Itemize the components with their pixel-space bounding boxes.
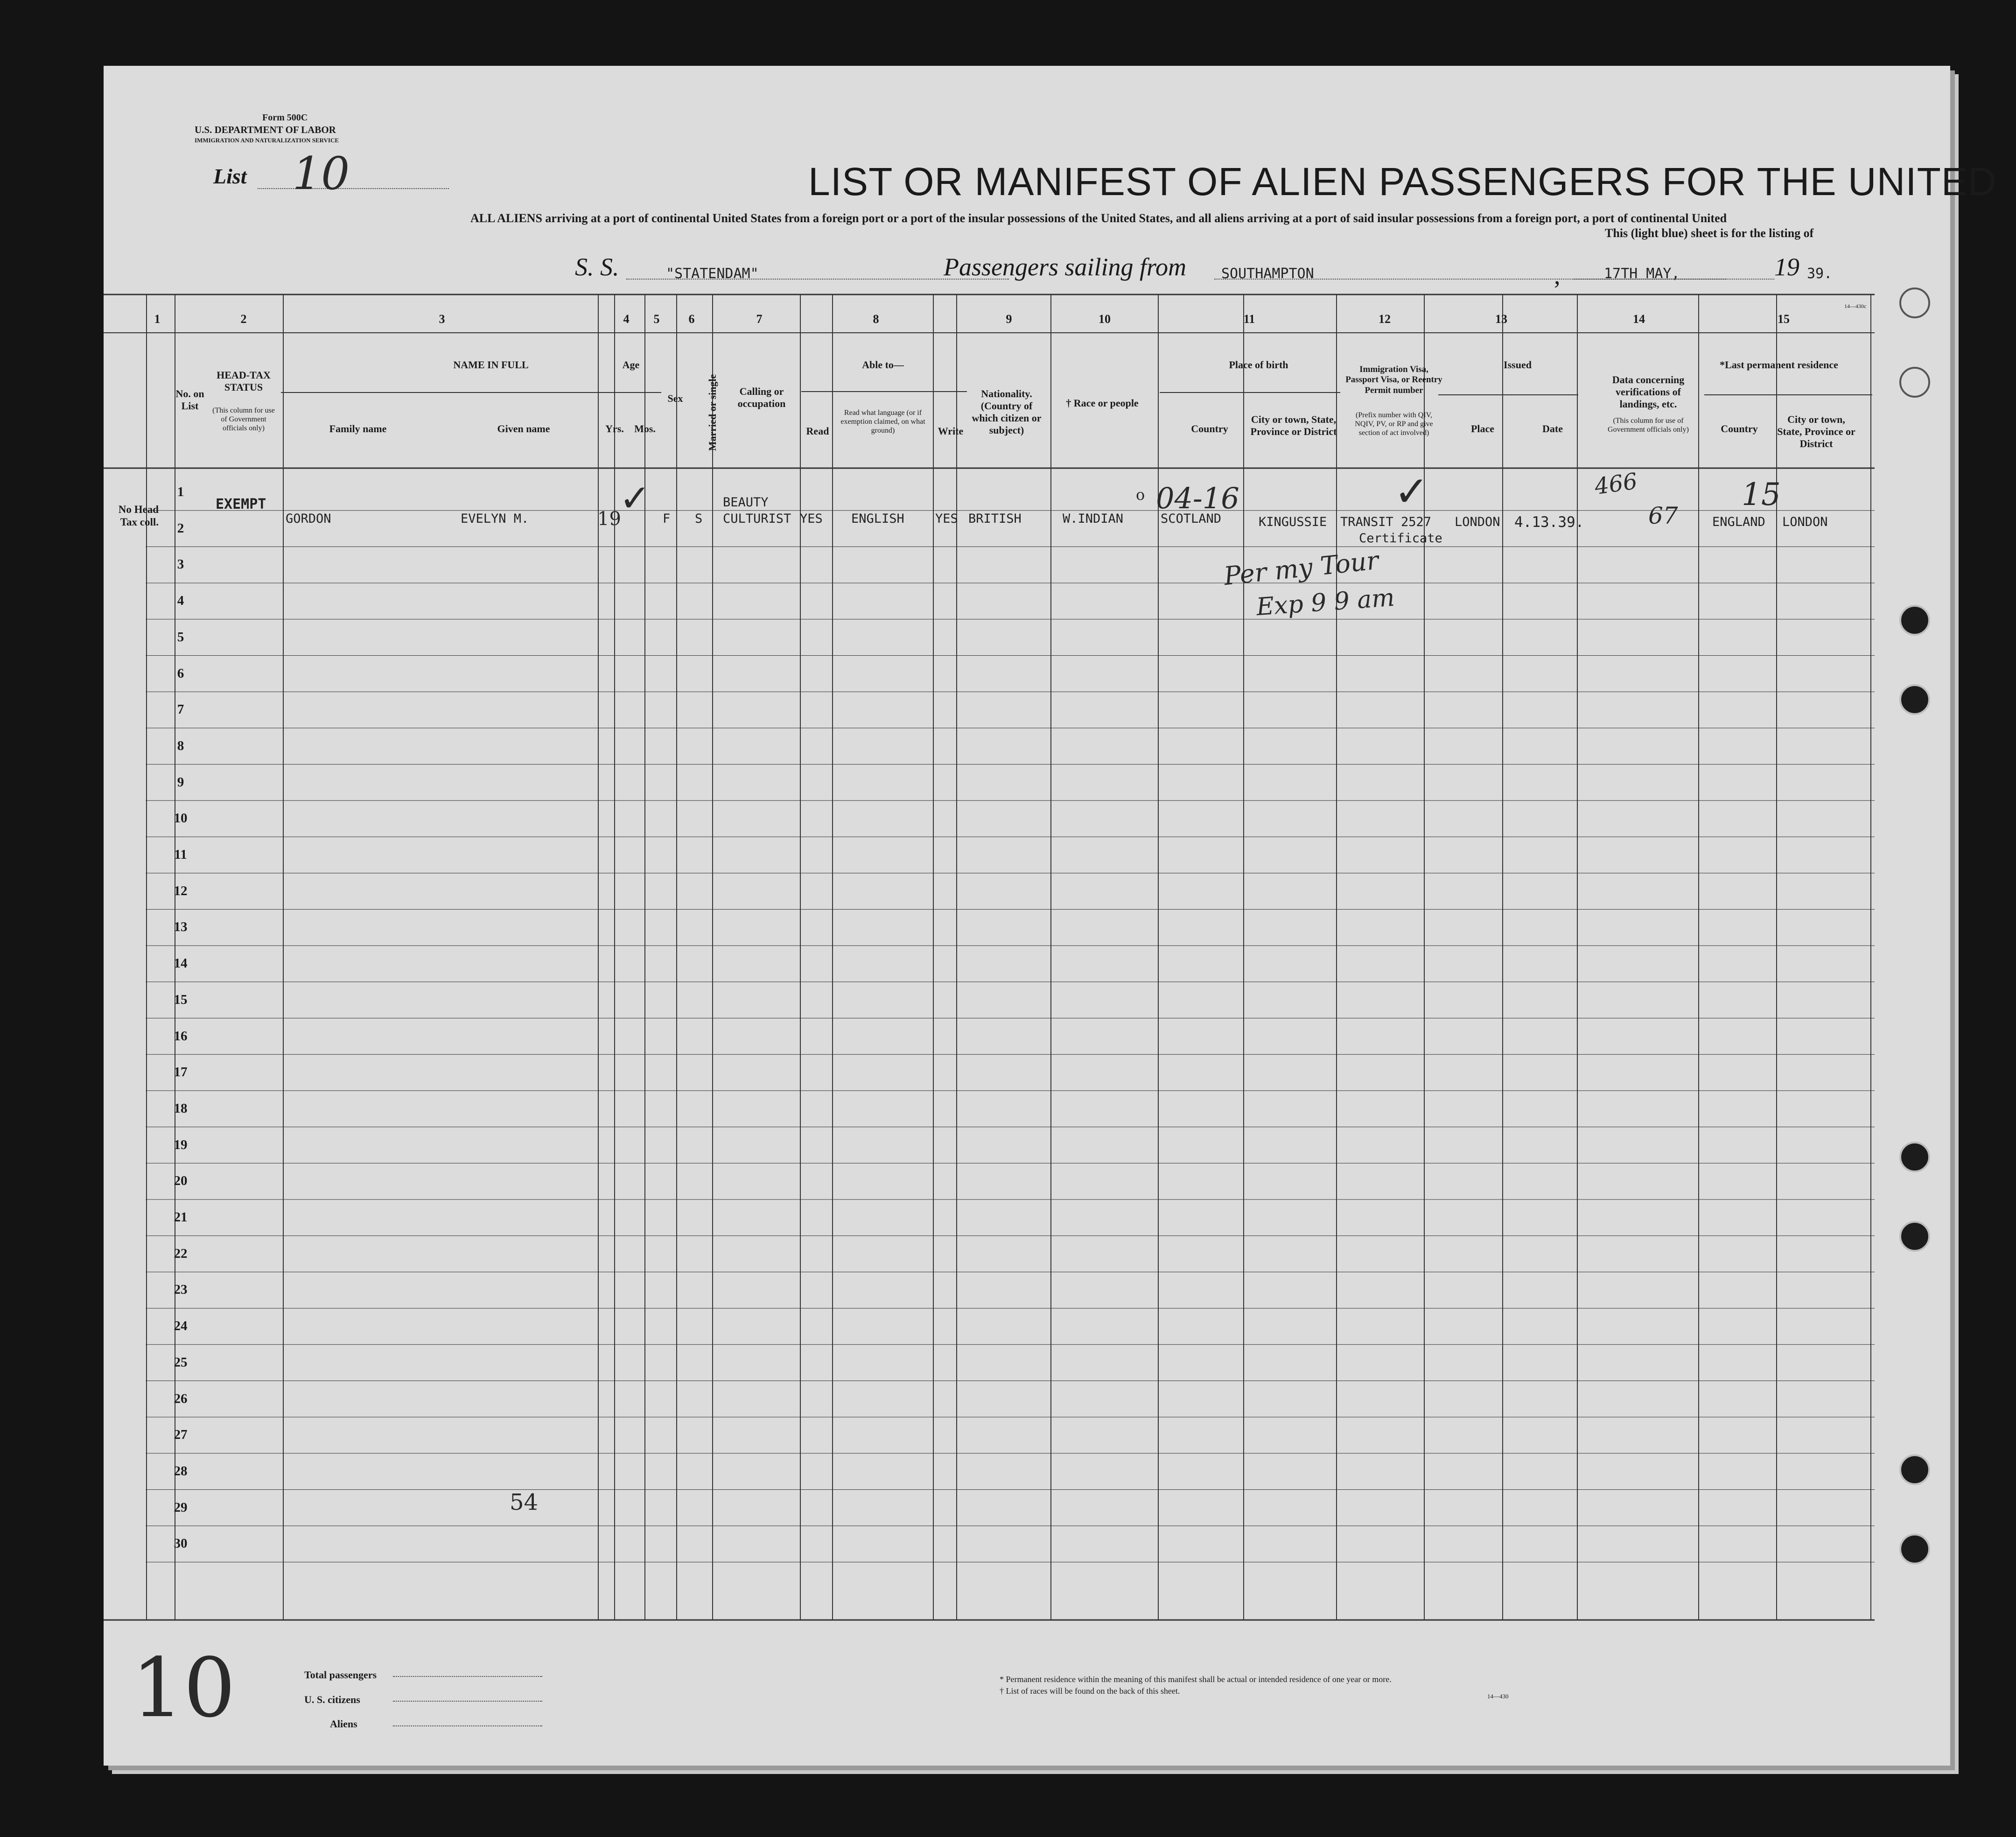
header-lr-country: Country	[1721, 423, 1758, 435]
column-number: 2	[240, 312, 247, 326]
passenger-head-tax: EXEMPT	[216, 496, 266, 512]
row-number: 20	[174, 1173, 188, 1189]
header-visa-note: (Prefix number with QIV, NQIV, PV, or RP and give section of act involved)	[1355, 411, 1433, 437]
page-title: LIST OR MANIFEST OF ALIEN PASSENGERS FOR THE UNITED	[808, 160, 1997, 203]
header-head-tax: HEAD-TAX STATUS	[217, 369, 271, 393]
header-read-what: Read what language (or if exemption claimed, on what ground)	[840, 409, 925, 435]
column-number: 3	[439, 312, 445, 326]
binder-hole-7	[1899, 1454, 1930, 1485]
list-label: List	[213, 164, 247, 188]
row-number: 5	[177, 629, 184, 645]
footer-total-line	[393, 1676, 542, 1677]
column-number: 11	[1243, 312, 1255, 326]
footer-citizens-line	[393, 1701, 542, 1702]
header-given-name: Given name	[497, 423, 550, 435]
header-issued-date: Date	[1542, 423, 1563, 435]
column-number: 14	[1633, 312, 1645, 326]
row-number: 29	[174, 1500, 188, 1515]
year-suffix: 39.	[1807, 266, 1833, 282]
column-number: 1	[154, 312, 161, 326]
subtitle-line2: This (light blue) sheet is for the listing of	[1605, 226, 1814, 240]
row-number: 26	[174, 1391, 188, 1406]
column-number: 12	[1379, 312, 1391, 326]
margin-note-line1: No Head	[118, 504, 159, 515]
handwritten-residence-note: 15	[1742, 477, 1781, 512]
column-number: 15	[1778, 312, 1790, 326]
row-number: 22	[174, 1246, 188, 1261]
header-write: Write	[938, 425, 964, 437]
row-number: 14	[174, 956, 188, 971]
header-last-residence: *Last permanent residence	[1720, 359, 1838, 371]
subtitle-line1: ALL ALIENS arriving at a port of continental United States from a foreign port or a port of the insular possessions of the United States, and all aliens arriving at a port of said insular possessions from a foreign port, a port of continental United	[470, 211, 1727, 225]
binder-hole-3	[1899, 605, 1930, 636]
row-number: 23	[174, 1282, 188, 1297]
row-number: 15	[174, 992, 188, 1007]
column-number: 9	[1006, 312, 1012, 326]
column-number: 6	[688, 312, 695, 326]
handwritten-verification-2: 67	[1648, 502, 1678, 529]
race-mark: o	[1136, 486, 1145, 504]
passenger-visa-1: TRANSIT 2527	[1340, 515, 1432, 529]
binder-hole-6	[1899, 1221, 1930, 1252]
list-number: 10	[293, 147, 350, 200]
row-number: 19	[174, 1137, 188, 1152]
header-no-on-list: No. on List	[175, 388, 204, 412]
header-verification-note: (This column for use of Government officials only)	[1608, 417, 1689, 434]
ship-name: "STATENDAM"	[666, 266, 759, 282]
passenger-pob-city: KINGUSSIE	[1259, 515, 1327, 529]
row-number: 16	[174, 1028, 188, 1044]
passenger-age-mos: ✓	[619, 477, 651, 520]
header-sex: Sex	[667, 393, 683, 404]
passenger-issued-place: LONDON	[1455, 515, 1500, 529]
margin-note-line2: Tax coll.	[120, 516, 159, 528]
column-number: 10	[1099, 312, 1111, 326]
passenger-visa-2: Certificate	[1359, 531, 1442, 546]
passenger-married: S	[695, 512, 703, 526]
passenger-calling-1: BEAUTY	[723, 495, 769, 510]
footer-aliens-line	[393, 1725, 542, 1726]
year-prefix: 19	[1774, 253, 1799, 281]
header-calling: Calling or occupation	[737, 386, 786, 409]
handwritten-verification-1: 466	[1593, 468, 1639, 500]
visa-check: ✓	[1394, 467, 1429, 516]
header-verification: Data concerning verifications of landings, etc.	[1612, 374, 1685, 410]
passenger-lr-city: LONDON	[1782, 515, 1828, 529]
header-pob-city: City or town, State, Province or District	[1250, 414, 1337, 437]
header-age-yrs: Yrs.	[605, 423, 624, 435]
form-number: Form 500C	[262, 112, 308, 123]
header-visa: Immigration Visa, Passport Visa, or Reentry Permit number	[1345, 365, 1442, 395]
column-number: 13	[1495, 312, 1507, 326]
passenger-nationality: BRITISH	[968, 512, 1022, 526]
header-name-in-full: NAME IN FULL	[453, 359, 529, 371]
binder-hole-2	[1899, 367, 1930, 398]
passenger-lr-country: ENGLAND	[1712, 515, 1765, 529]
sailing-label: Passengers sailing from	[944, 253, 1187, 281]
header-issued: Issued	[1504, 359, 1532, 371]
footer-citizens-label: U. S. citizens	[304, 1694, 360, 1705]
passenger-given-name: EVELYN M.	[461, 512, 529, 526]
row-number: 1	[177, 484, 184, 499]
row-number: 3	[177, 557, 184, 572]
passenger-read-language: ENGLISH	[851, 512, 904, 526]
row-number: 25	[174, 1354, 188, 1370]
passenger-issued-date: 4.13.39.	[1514, 514, 1584, 531]
service-label: IMMIGRATION AND NATURALIZATION SERVICE	[195, 137, 339, 144]
row-number: 2	[177, 520, 184, 536]
column-number: 8	[873, 312, 879, 326]
header-head-tax-note: (This column for use of Government officials only)	[212, 407, 275, 432]
row-number: 21	[174, 1210, 188, 1225]
header-age-mos: Mos.	[634, 423, 656, 435]
handwritten-annotation-2: Exp 9 9 am	[1255, 583, 1396, 622]
column-number: 7	[756, 312, 763, 326]
column-number: 4	[623, 312, 630, 326]
passenger-write: YES	[935, 512, 958, 526]
row-number: 28	[174, 1463, 188, 1479]
header-issued-place: Place	[1470, 423, 1495, 435]
margin-note	[104, 503, 159, 528]
row-number: 12	[174, 883, 188, 898]
footer-note-1: * Permanent residence within the meaning of this manifest shall be actual or intended residence of one year or more.	[1000, 1675, 1392, 1684]
row-number: 24	[174, 1318, 188, 1334]
binder-hole-1	[1899, 287, 1930, 318]
passenger-calling-2: CULTURIST	[723, 512, 791, 526]
passenger-pob-country: SCOTLAND	[1161, 512, 1222, 526]
row-number: 4	[177, 593, 184, 609]
row-number: 10	[174, 811, 188, 826]
footer-note-2: † List of races will be found on the back of this sheet.	[1000, 1686, 1180, 1696]
row-number: 17	[174, 1065, 188, 1080]
footer-code: 14—430	[1487, 1693, 1509, 1700]
handwritten-country-note: 04-16	[1156, 481, 1239, 515]
row-number: 27	[174, 1427, 188, 1443]
ss-label: S. S.	[575, 253, 619, 281]
handwritten-row28-note: 54	[510, 1489, 539, 1515]
binder-hole-4	[1899, 684, 1930, 715]
header-married: Married or single	[707, 374, 719, 451]
binder-hole-8	[1899, 1534, 1930, 1564]
passenger-read: YES	[800, 512, 823, 526]
passenger-sex: F	[663, 512, 671, 526]
footer-total-label: Total passengers	[304, 1669, 377, 1681]
row-number: 18	[174, 1101, 188, 1116]
handwritten-margin-number: 10	[132, 1641, 236, 1736]
column-number: 5	[653, 312, 660, 326]
binder-hole-5	[1899, 1142, 1930, 1172]
header-race: † Race or people	[1066, 397, 1139, 409]
manifest-sheet	[104, 66, 1997, 1766]
departure-date: 17TH MAY,	[1604, 266, 1680, 282]
handwritten-annotation-1: Per my Tour	[1222, 545, 1380, 591]
comma-separator: ,	[1554, 261, 1561, 289]
header-read: Read	[806, 425, 829, 437]
passenger-age-yrs: 19	[597, 508, 621, 530]
header-place-of-birth: Place of birth	[1229, 359, 1288, 371]
header-able-to: Able to—	[862, 359, 904, 371]
row-number: 8	[177, 738, 184, 753]
row-number: 11	[174, 847, 187, 862]
row-number: 30	[174, 1536, 188, 1551]
header-pob-country: Country	[1191, 423, 1228, 435]
header-age: Age	[622, 359, 640, 371]
footer-aliens-label: Aliens	[330, 1718, 357, 1730]
header-lr-city: City or town, State, Province or District	[1777, 414, 1855, 449]
header-family-name: Family name	[329, 423, 387, 435]
passenger-race: W.INDIAN	[1063, 512, 1124, 526]
row-number: 6	[177, 666, 184, 681]
header-nationality: Nationality. (Country of which citizen or subject)	[972, 388, 1042, 436]
row-number: 9	[177, 774, 184, 790]
form-code: 14—430c	[1844, 303, 1867, 309]
row-number: 13	[174, 919, 188, 935]
department-label: U.S. DEPARTMENT OF LABOR	[195, 124, 336, 135]
passenger-family-name: GORDON	[286, 512, 331, 526]
row-number: 7	[177, 702, 184, 717]
departure-port: SOUTHAMPTON	[1221, 266, 1314, 282]
